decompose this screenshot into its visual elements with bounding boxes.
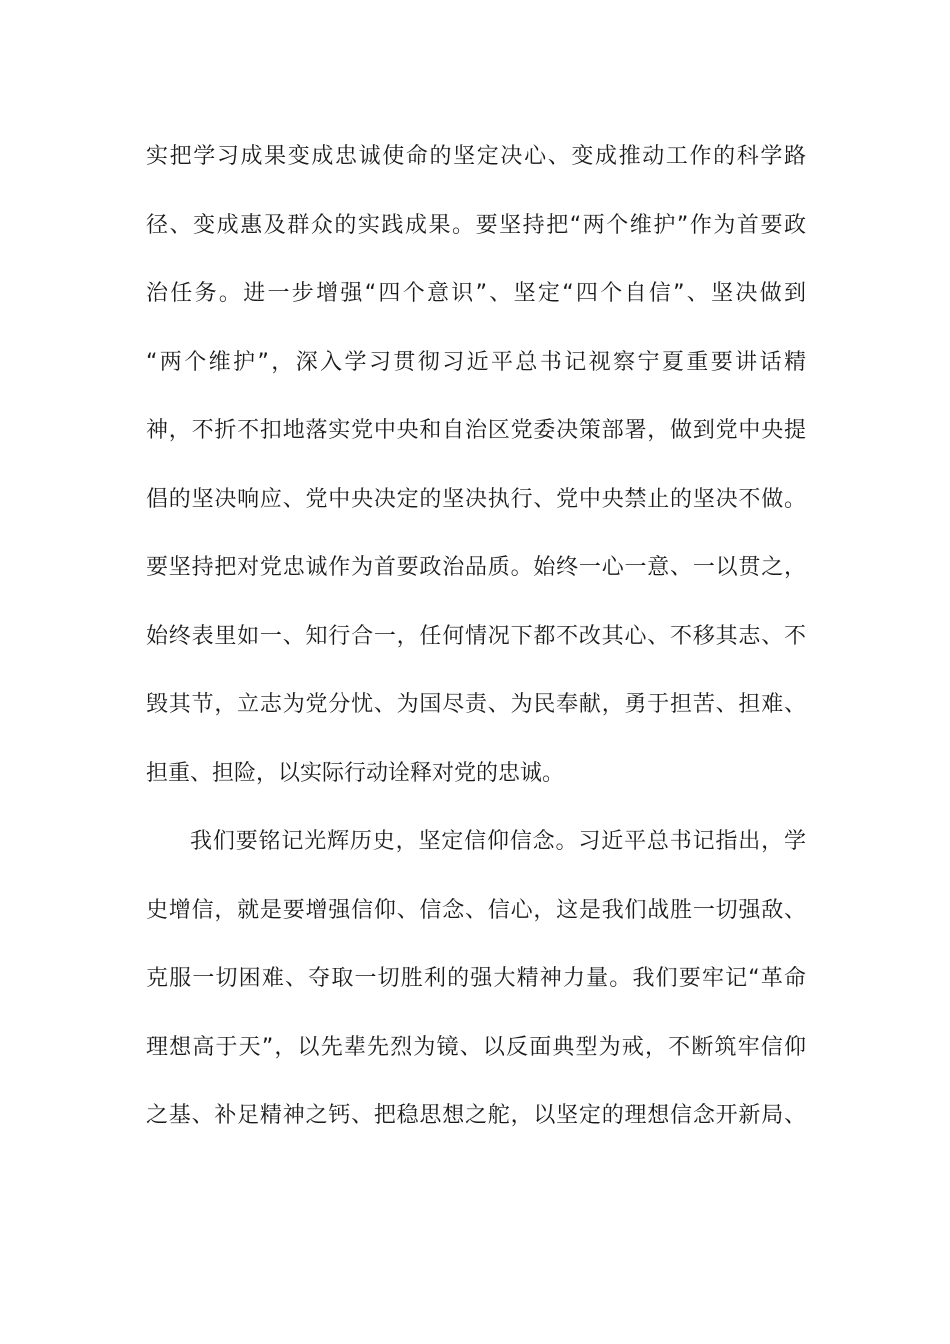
text-line: 我们要铭记光辉历史，坚定信仰信念。习近平总书记指出，学 xyxy=(190,829,806,854)
text-line: 毁其节，立志为党分忧、为国尽责、为民奉献，勇于担苦、担难、 xyxy=(146,692,806,717)
text-line: 史增信，就是要增强信仰、信念、信心，这是我们战胜一切强敌、 xyxy=(146,897,806,923)
text-line: 要坚持把对党忠诚作为首要政治品质。始终一心一意、一以贯之， xyxy=(146,555,806,580)
text-line: 径、变成惠及群众的实践成果。要坚持把“两个维护”作为首要政 xyxy=(146,212,806,238)
text-line: 实把学习成果变成忠诚使命的坚定决心、变成推动工作的科学路 xyxy=(146,144,806,169)
text-line: 克服一切困难、夺取一切胜利的强大精神力量。我们要牢记“革命 xyxy=(146,966,806,991)
text-line: 始终表里如一、知行合一，任何情况下都不改其心、不移其志、不 xyxy=(146,623,806,649)
text-line: 理想高于天”，以先辈先烈为镜、以反面典型为戒，不断筑牢信仰 xyxy=(146,1034,806,1060)
body-text xyxy=(146,128,806,1156)
text-line: 倡的坚决响应、党中央决定的坚决执行、党中央禁止的坚决不做。 xyxy=(146,486,806,512)
text-line: 治任务。进一步增强“四个意识”、坚定“四个自信”、坚决做到 xyxy=(146,281,806,306)
text-line: “两个维护”，深入学习贯彻习近平总书记视察宁夏重要讲话精 xyxy=(146,349,807,375)
text-line: 之基、补足精神之钙、把稳思想之舵，以坚定的理想信念开新局、 xyxy=(146,1103,806,1128)
text-line: 神，不折不扣地落实党中央和自治区党委决策部署，做到党中央提 xyxy=(146,418,806,443)
text-line: 担重、担险，以实际行动诠释对党的忠诚。 xyxy=(146,760,565,786)
